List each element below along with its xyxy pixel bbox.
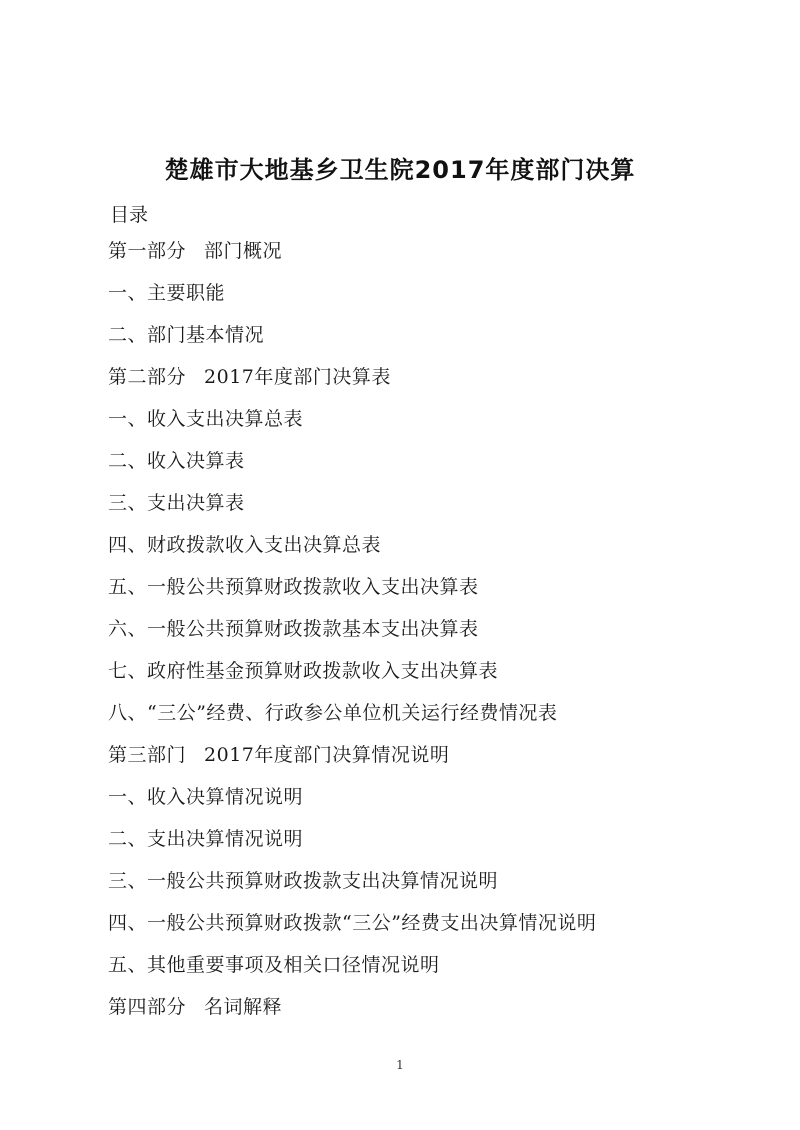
- toc-item-text: 二、部门基本情况: [108, 324, 265, 346]
- toc-item-prefix: 第二部分: [108, 366, 187, 388]
- table-of-contents: [108, 238, 596, 1036]
- toc-item-text: 八、“三公”经费、行政参公单位机关运行经费情况表: [108, 702, 558, 724]
- toc-item: [108, 826, 596, 852]
- toc-item-text: 二、收入决算表: [108, 450, 245, 472]
- toc-item: [108, 868, 596, 894]
- toc-item-text: 2017年度部门决算表: [204, 366, 391, 388]
- toc-item: [108, 574, 596, 600]
- toc-item-prefix: 第三部门: [108, 744, 187, 766]
- toc-item-text: 五、其他重要事项及相关口径情况说明: [108, 954, 440, 976]
- toc-item: [108, 448, 596, 474]
- toc-item: [108, 532, 596, 558]
- page-number: 1: [396, 1058, 404, 1072]
- toc-item-prefix: 第四部分: [108, 996, 187, 1018]
- toc-item-text: 一、收入支出决算总表: [108, 408, 304, 430]
- toc-item: [108, 406, 596, 432]
- toc-item: [108, 280, 596, 306]
- toc-item: [108, 742, 596, 768]
- toc-item-text: 四、一般公共预算财政拨款“三公”经费支出决算情况说明: [108, 912, 597, 934]
- toc-item-prefix: 第一部分: [108, 240, 187, 262]
- toc-item-text: 六、一般公共预算财政拨款基本支出决算表: [108, 618, 479, 640]
- toc-item: [108, 364, 596, 390]
- toc-item: [108, 490, 596, 516]
- toc-item: [108, 994, 596, 1020]
- toc-item-text: 部门概况: [204, 240, 283, 262]
- toc-item-text: 七、政府性基金预算财政拨款收入支出决算表: [108, 660, 499, 682]
- toc-item-text: 2017年度部门决算情况说明: [204, 744, 450, 766]
- toc-heading: 目录: [110, 204, 149, 226]
- toc-item-text: 三、支出决算表: [108, 492, 245, 514]
- toc-item: [108, 700, 596, 726]
- toc-item: [108, 238, 596, 264]
- toc-item: [108, 322, 596, 348]
- document-title: 楚雄市大地基乡卫生院2017年度部门决算: [164, 156, 636, 184]
- toc-item-text: 二、支出决算情况说明: [108, 828, 304, 850]
- toc-item-text: 名词解释: [204, 996, 283, 1018]
- toc-item-text: 一、收入决算情况说明: [108, 786, 304, 808]
- toc-item-text: 四、财政拨款收入支出决算总表: [108, 534, 382, 556]
- toc-item: [108, 658, 596, 684]
- toc-item-text: 三、一般公共预算财政拨款支出决算情况说明: [108, 870, 499, 892]
- toc-item-text: 五、一般公共预算财政拨款收入支出决算表: [108, 576, 479, 598]
- toc-item: [108, 952, 596, 978]
- toc-item: [108, 910, 596, 936]
- toc-item: [108, 784, 596, 810]
- toc-item: [108, 616, 596, 642]
- toc-item-text: 一、主要职能: [108, 282, 226, 304]
